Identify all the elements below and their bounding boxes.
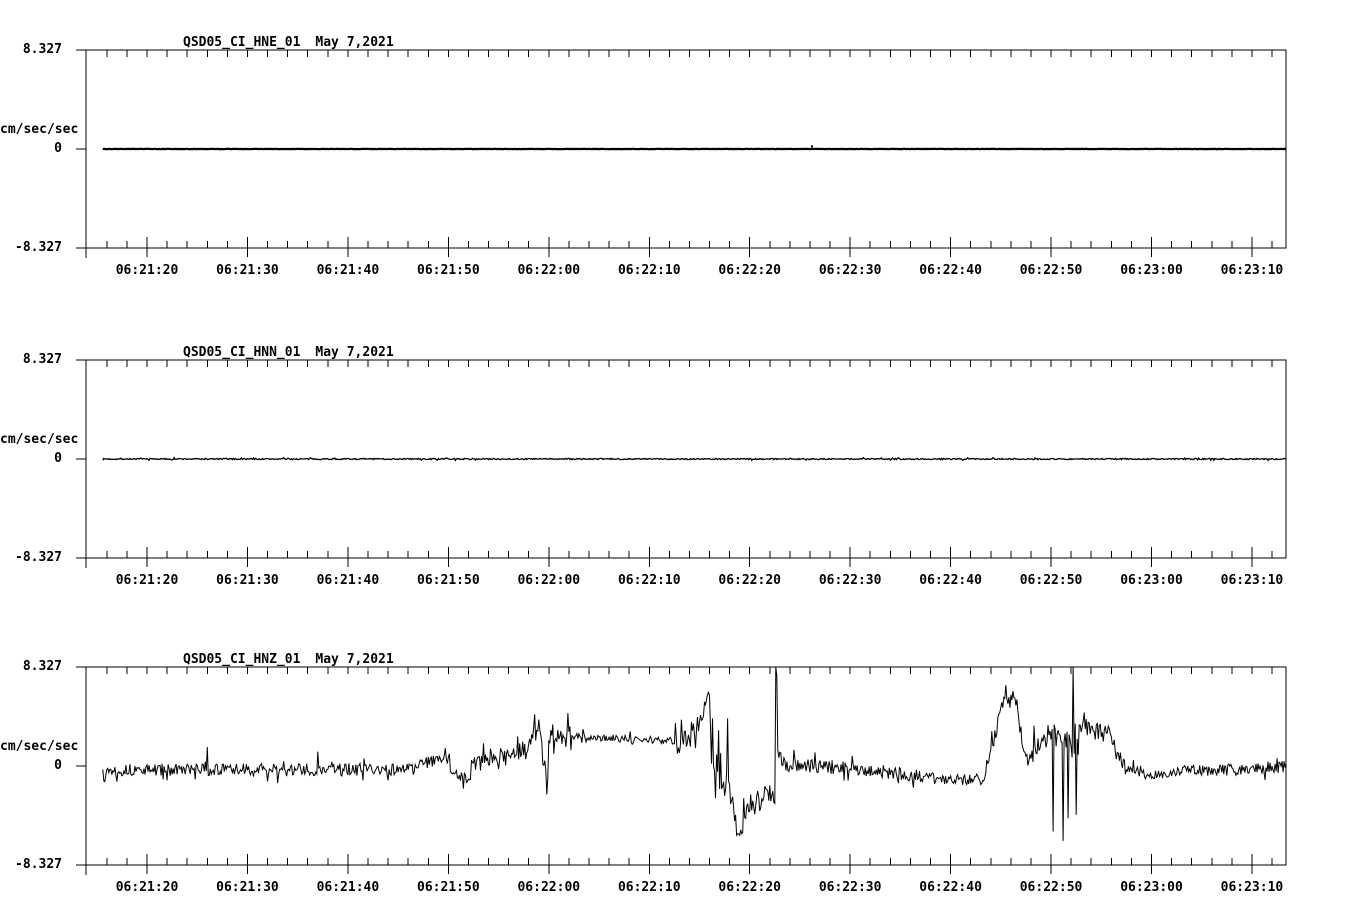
y-max-label: 8.327 bbox=[22, 352, 62, 367]
panel-title bbox=[183, 652, 394, 668]
channel-label: QSD05_CI_HNZ_01 bbox=[183, 652, 301, 667]
x-tick-label: 06:21:40 bbox=[316, 573, 380, 588]
y-max-label: 8.327 bbox=[22, 42, 62, 57]
x-tick-label: 06:22:40 bbox=[919, 880, 982, 895]
x-tick-label: 06:22:10 bbox=[617, 263, 681, 278]
x-tick-label: 06:22:20 bbox=[718, 880, 781, 895]
y-unit-label: cm/sec/sec bbox=[0, 739, 79, 754]
x-tick-label: 06:22:20 bbox=[718, 573, 781, 588]
panel-title bbox=[183, 345, 394, 361]
x-tick-label: 06:22:00 bbox=[517, 263, 581, 278]
y-zero-label: 0 bbox=[54, 141, 62, 156]
x-tick-label: 06:23:10 bbox=[1220, 573, 1284, 588]
waveform-dot bbox=[811, 145, 813, 147]
x-tick-label: 06:23:00 bbox=[1120, 880, 1183, 895]
y-max-label: 8.327 bbox=[22, 659, 62, 674]
x-tick-label: 06:21:30 bbox=[216, 263, 279, 278]
x-tick-label: 06:23:10 bbox=[1220, 263, 1284, 278]
x-tick-label: 06:22:30 bbox=[818, 263, 882, 278]
x-tick-label: 06:21:40 bbox=[316, 263, 380, 278]
x-tick-label: 06:21:30 bbox=[216, 880, 279, 895]
x-tick-label: 06:23:10 bbox=[1220, 880, 1284, 895]
y-unit-label: cm/sec/sec bbox=[0, 122, 79, 137]
date-label: May 7,2021 bbox=[315, 345, 394, 360]
panel-title bbox=[183, 35, 394, 51]
x-tick-label: 06:21:20 bbox=[115, 573, 179, 588]
panel-2-group bbox=[76, 667, 1286, 875]
waveform-trace bbox=[103, 149, 1286, 150]
waveform-trace bbox=[103, 458, 1286, 461]
x-tick-label: 06:22:00 bbox=[517, 880, 581, 895]
y-zero-label: 0 bbox=[54, 758, 62, 773]
channel-label: QSD05_CI_HNN_01 bbox=[183, 345, 301, 360]
x-tick-label: 06:22:10 bbox=[617, 880, 681, 895]
x-tick-label: 06:22:50 bbox=[1019, 880, 1083, 895]
x-tick-label: 06:22:30 bbox=[818, 573, 882, 588]
x-tick-label: 06:22:10 bbox=[617, 573, 681, 588]
x-tick-label: 06:23:00 bbox=[1120, 573, 1183, 588]
x-tick-label: 06:21:50 bbox=[417, 880, 480, 895]
x-tick-label: 06:21:50 bbox=[417, 263, 480, 278]
x-tick-label: 06:21:30 bbox=[216, 573, 279, 588]
y-zero-label: 0 bbox=[54, 451, 62, 466]
x-tick-label: 06:21:20 bbox=[115, 880, 179, 895]
x-tick-label: 06:22:20 bbox=[718, 263, 781, 278]
x-tick-label: 06:23:00 bbox=[1120, 263, 1183, 278]
x-tick-label: 06:22:40 bbox=[919, 263, 982, 278]
y-unit-label: cm/sec/sec bbox=[0, 432, 79, 447]
waveform-trace bbox=[103, 667, 1286, 841]
x-tick-label: 06:21:40 bbox=[316, 880, 380, 895]
x-tick-label: 06:21:20 bbox=[115, 263, 179, 278]
date-label: May 7,2021 bbox=[315, 652, 394, 667]
y-min-label: -8.327 bbox=[15, 857, 62, 872]
y-min-label: -8.327 bbox=[15, 240, 62, 255]
panel-1-group bbox=[76, 360, 1286, 568]
x-tick-label: 06:22:30 bbox=[818, 880, 882, 895]
panel-0-group bbox=[76, 50, 1286, 258]
x-tick-label: 06:22:00 bbox=[517, 573, 581, 588]
channel-label: QSD05_CI_HNE_01 bbox=[183, 35, 301, 50]
x-tick-label: 06:21:50 bbox=[417, 573, 480, 588]
date-label: May 7,2021 bbox=[315, 35, 394, 50]
x-tick-label: 06:22:50 bbox=[1019, 263, 1083, 278]
x-tick-label: 06:22:50 bbox=[1019, 573, 1083, 588]
x-tick-label: 06:22:40 bbox=[919, 573, 982, 588]
y-min-label: -8.327 bbox=[15, 550, 62, 565]
